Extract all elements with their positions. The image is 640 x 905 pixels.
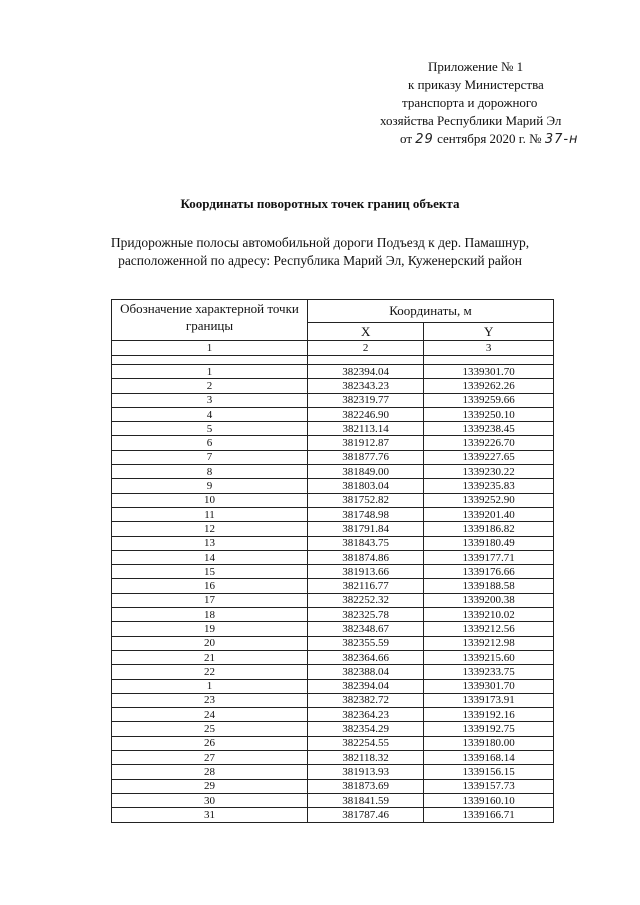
x-header: X [308, 323, 424, 341]
y-coordinate: 1339235.83 [424, 479, 554, 493]
y-coordinate: 1339210.02 [424, 608, 554, 622]
x-coordinate: 382364.66 [308, 650, 424, 664]
y-coordinate: 1339262.26 [424, 379, 554, 393]
point-number: 12 [112, 522, 308, 536]
date-rest: сентября 2020 г. № [437, 131, 542, 146]
x-coordinate: 381791.84 [308, 522, 424, 536]
point-number: 20 [112, 636, 308, 650]
point-number: 22 [112, 665, 308, 679]
x-coordinate: 381803.04 [308, 479, 424, 493]
point-number: 14 [112, 550, 308, 564]
x-coordinate: 382118.32 [308, 751, 424, 765]
y-coordinate: 1339180.00 [424, 736, 554, 750]
y-coordinate: 1339226.70 [424, 436, 554, 450]
point-number: 1 [112, 365, 308, 379]
subtitle-line-1: Придорожные полосы автомобильной дороги Подъезд к дер. Памашнур, [110, 235, 530, 250]
point-number: 24 [112, 708, 308, 722]
point-number: 9 [112, 479, 308, 493]
table-row [112, 479, 554, 493]
point-number: 15 [112, 565, 308, 579]
column-number: 1 [112, 341, 308, 356]
y-coordinate: 1339166.71 [424, 808, 554, 822]
table-row [112, 593, 554, 607]
x-coordinate: 381877.76 [308, 450, 424, 464]
x-coordinate: 382252.32 [308, 593, 424, 607]
y-coordinate: 1339259.66 [424, 393, 554, 407]
point-number: 25 [112, 722, 308, 736]
point-number: 27 [112, 751, 308, 765]
coordinates-table [111, 299, 554, 823]
x-coordinate: 382343.23 [308, 379, 424, 393]
table-row [112, 693, 554, 707]
x-coordinate: 382113.14 [308, 422, 424, 436]
x-coordinate: 382354.29 [308, 722, 424, 736]
point-number: 2 [112, 379, 308, 393]
point-number: 28 [112, 765, 308, 779]
table-row [112, 379, 554, 393]
table-row [112, 793, 554, 807]
table-row [112, 650, 554, 664]
table-row [112, 550, 554, 564]
y-coordinate: 1339301.70 [424, 365, 554, 379]
table-row [112, 422, 554, 436]
table-row [112, 708, 554, 722]
x-coordinate: 381874.86 [308, 550, 424, 564]
ministry-line: транспорта и дорожного [402, 95, 538, 110]
table-row [112, 393, 554, 407]
y-coordinate: 1339301.70 [424, 679, 554, 693]
point-number: 10 [112, 493, 308, 507]
point-number: 3 [112, 393, 308, 407]
x-coordinate: 381912.87 [308, 436, 424, 450]
x-coordinate: 381787.46 [308, 808, 424, 822]
x-coordinate: 381913.93 [308, 765, 424, 779]
point-number: 11 [112, 507, 308, 521]
appendix-number: Приложение № 1 [428, 59, 524, 74]
table-row [112, 493, 554, 507]
point-number: 1 [112, 679, 308, 693]
coordinates-header: Координаты, м [308, 300, 554, 323]
y-coordinate: 1339212.56 [424, 622, 554, 636]
point-number: 17 [112, 593, 308, 607]
table-body [112, 365, 554, 823]
point-number: 7 [112, 450, 308, 464]
y-coordinate: 1339177.71 [424, 550, 554, 564]
document-title: Координаты поворотных точек границ объекта [180, 196, 460, 211]
x-coordinate: 382364.23 [308, 708, 424, 722]
table-row [112, 450, 554, 464]
table-row [112, 407, 554, 421]
x-coordinate: 382382.72 [308, 693, 424, 707]
subtitle-line-2: расположенной по адресу: Республика Марий Эл, Куженерский район [118, 253, 522, 268]
table-row [112, 436, 554, 450]
x-coordinate: 382355.59 [308, 636, 424, 650]
x-coordinate: 382394.04 [308, 679, 424, 693]
x-coordinate: 381849.00 [308, 465, 424, 479]
y-coordinate: 1339180.49 [424, 536, 554, 550]
appendix-header [380, 58, 620, 149]
y-coordinate: 1339168.14 [424, 751, 554, 765]
y-coordinate: 1339212.98 [424, 636, 554, 650]
handwritten-day: 29 [415, 132, 434, 147]
x-coordinate: 382325.78 [308, 608, 424, 622]
x-coordinate: 382319.77 [308, 393, 424, 407]
point-number: 16 [112, 579, 308, 593]
point-number: 30 [112, 793, 308, 807]
x-coordinate: 381873.69 [308, 779, 424, 793]
handwritten-order-number: 37-н [544, 132, 579, 147]
y-coordinate: 1339233.75 [424, 665, 554, 679]
table-row [112, 636, 554, 650]
y-coordinate: 1339227.65 [424, 450, 554, 464]
y-coordinate: 1339250.10 [424, 407, 554, 421]
table-row [112, 765, 554, 779]
spacer-row [112, 356, 554, 365]
point-number: 5 [112, 422, 308, 436]
x-coordinate: 382254.55 [308, 736, 424, 750]
table-row [112, 565, 554, 579]
order-reference-line: к приказу Министерства [408, 77, 544, 92]
y-coordinate: 1339186.82 [424, 522, 554, 536]
y-coordinate: 1339230.22 [424, 465, 554, 479]
x-coordinate: 381843.75 [308, 536, 424, 550]
y-header: Y [424, 323, 554, 341]
point-number: 26 [112, 736, 308, 750]
point-number: 4 [112, 407, 308, 421]
column-number: 3 [424, 341, 554, 356]
point-designation-header: Обозначение характерной точки границы [112, 300, 308, 341]
date-prefix: от [400, 131, 413, 146]
y-coordinate: 1339192.75 [424, 722, 554, 736]
x-coordinate: 381913.66 [308, 565, 424, 579]
point-number: 6 [112, 436, 308, 450]
table-row [112, 751, 554, 765]
table-row [112, 679, 554, 693]
point-number: 19 [112, 622, 308, 636]
table-row [112, 808, 554, 822]
y-coordinate: 1339200.38 [424, 593, 554, 607]
republic-line: хозяйства Республики Марий Эл [380, 113, 562, 128]
table-row [112, 665, 554, 679]
table-row [112, 779, 554, 793]
table-row [112, 465, 554, 479]
y-coordinate: 1339252.90 [424, 493, 554, 507]
table-row [112, 622, 554, 636]
point-number: 21 [112, 650, 308, 664]
point-number: 8 [112, 465, 308, 479]
point-number: 18 [112, 608, 308, 622]
table-row [112, 722, 554, 736]
x-coordinate: 382388.04 [308, 665, 424, 679]
document-subtitle [0, 234, 640, 270]
x-coordinate: 382246.90 [308, 407, 424, 421]
table-row [112, 536, 554, 550]
y-coordinate: 1339192.16 [424, 708, 554, 722]
table-row [112, 736, 554, 750]
x-coordinate: 382116.77 [308, 579, 424, 593]
order-date-line [380, 130, 620, 149]
point-number: 13 [112, 536, 308, 550]
x-coordinate: 382394.04 [308, 365, 424, 379]
y-coordinate: 1339176.66 [424, 565, 554, 579]
table-row [112, 579, 554, 593]
x-coordinate: 382348.67 [308, 622, 424, 636]
y-coordinate: 1339157.73 [424, 779, 554, 793]
point-number: 29 [112, 779, 308, 793]
table-row [112, 507, 554, 521]
x-coordinate: 381841.59 [308, 793, 424, 807]
table-row [112, 365, 554, 379]
x-coordinate: 381752.82 [308, 493, 424, 507]
y-coordinate: 1339156.15 [424, 765, 554, 779]
table-row [112, 608, 554, 622]
y-coordinate: 1339238.45 [424, 422, 554, 436]
y-coordinate: 1339173.91 [424, 693, 554, 707]
point-number: 23 [112, 693, 308, 707]
point-number: 31 [112, 808, 308, 822]
table-row [112, 522, 554, 536]
y-coordinate: 1339188.58 [424, 579, 554, 593]
y-coordinate: 1339215.60 [424, 650, 554, 664]
x-coordinate: 381748.98 [308, 507, 424, 521]
y-coordinate: 1339160.10 [424, 793, 554, 807]
column-number: 2 [308, 341, 424, 356]
y-coordinate: 1339201.40 [424, 507, 554, 521]
